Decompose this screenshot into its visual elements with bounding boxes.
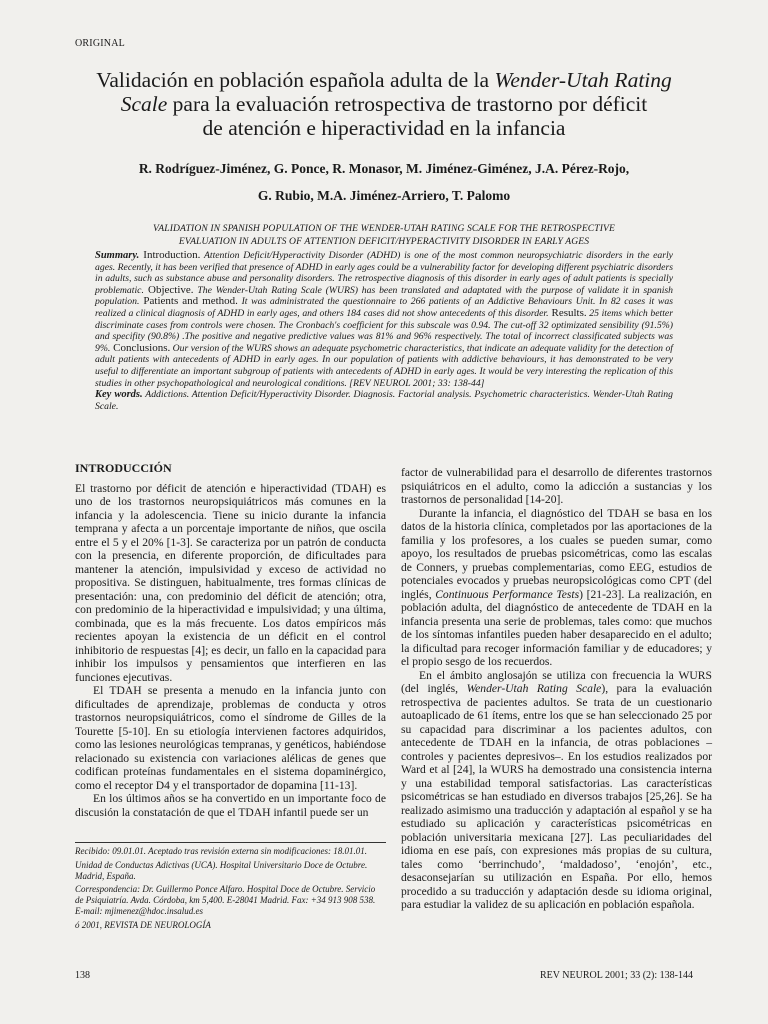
paragraph: Durante la infancia, el diagnóstico del TDAH se basa en los datos de la historia clínica, completados por las aportaciones de la familia y los profesores, a los cuales se pueden sumar, como apoyo, los resultados de pruebas psicométricas, como las escalas de Conners, y pruebas complementarias, como EEG, estudios de potenciales evocados y pruebas neuropsicológicas como CPT (del inglés, Continuous Performance Tests) [21-23]. La realización, en población adulta, del diagnóstico de antecedente de TDAH en la infancia presenta una serie de problemas, tales como: que muchos de los síntomas infantiles pueden haber desaparecido en el adulto; la dificultad para recoger información familiar y de educadores; y el propio sesgo de los recuerdos. [401, 506, 712, 668]
author-list: R. Rodríguez-Jiménez, G. Ponce, R. Monasor, M. Jiménez-Giménez, J.A. Pérez-Rojo, G. Rubio, M.A. Jiménez-Arriero, T. Palomo [138, 161, 630, 203]
copyright: ó 2001, REVISTA DE NEUROLOGÍA [75, 919, 211, 930]
page-number: 138 [75, 970, 90, 981]
paragraph: En los últimos años se ha convertido en un importante foco de discusión la constatación de que el TDAH infantil puede ser un [75, 792, 386, 819]
paragraph: En el ámbito anglosajón se utiliza con frecuencia la WURS (del inglés, Wender-Utah Rating Scale), para la evaluación retrospectiva de pacientes adultos. Se trata de un cuestionario autoaplicado de 61 ítems, entre los que se han seleccionado 25 por su capacidad para discriminar a los pacientes adultos, con antecedente de TDAH en la infancia, de otras poblaciones –controles y pacientes depresivos–. En los estudios realizados por Ward et al [24], la WURS ha demostrado una consistencia interna y una estabilidad temporal satisfactorias. Las características psicométricas se han estudiado en diversos trabajos [25,26]. Se ha realizado asimismo una traducción y adaptación al español y se ha estudiado su aplicación y características psicométricas en población universitaria mexicana [27]. Las peculiaridades del idioma en ese país, con expresiones más propias de su cultura, tales como ‘berrinchudo’, ‘maldadoso’, ‘enojón’, etc., desaconsejarían su utilización en España. Por ello, hemos procedido a su traducción y adaptación desde su idioma original, para estudiar la validez de su aplicación en población española. [401, 668, 713, 911]
paragraph: factor de vulnerabilidad para el desarrollo de diferentes trastornos psiquiátricos en el adulto, como la adicción a sustancias y los trastornos de personalidad [14-20]. [401, 466, 712, 506]
summary-label: Summary. [95, 250, 140, 261]
right-column [401, 466, 712, 912]
keywords-label: Key words. [95, 389, 143, 401]
section-heading-introduccion: INTRODUCCIÓN [75, 461, 172, 475]
section-label: ORIGINAL [75, 38, 125, 49]
keywords-text: Addictions. Attention Deficit/Hyperactivity Disorder. Diagnosis. Factorial analysis. Psychometric characteristics. Wender-Utah Rating Scale. [95, 389, 673, 412]
received-dates: Recibido: 09.01.01. Aceptado tras revisión externa sin modificaciones: 18.01.01. [75, 846, 367, 856]
journal-reference: REV NEUROL 2001; 33 (2): 138-144 [539, 970, 693, 981]
correspondence: Correspondencia: Dr. Guillermo Ponce Alfaro. Hospital Doce de Octubre. Servicio de Psiquiatría. Avda. Córdoba, km 5,400. E-28041 Madrid. Fax: +34 913 908 538. E-mail: mjimenez@hdoc.insalud.es [75, 884, 376, 916]
footnote-divider [75, 842, 386, 843]
article-title: Validación en población española adulta de la Wender-Utah Rating Scale para la evaluación retrospectiva de trastorno por déficit de atención e hiperactividad en la infancia [96, 68, 672, 140]
paragraph: El trastorno por déficit de atención e hiperactividad (TDAH) es uno de los trastornos neuropsiquiátricos más comunes en la infancia y la adolescencia. Tiene su inicio durante la infancia temprana y afecta a un porcentaje importante de niños, que oscila entre el 5 y el 20% [1-3]. Se caracteriza por un patrón de conducta con la presencia, en diferente proporción, de dificultades para mantener la atención, impulsividad y exceso de actividad no propositiva. Se distinguen, habitualmente, tres formas clínicas de presentación: una, con predominio del déficit de atención; otra, con predominio de la hiperactividad e impulsividad; y una última, combinada, que es la más frecuente. Los datos empíricos más recientes apoyan la existencia de un déficit en el control inhibitorio de respuestas [4]; es decir, un fallo en la capacidad para inhibir los impulsos y pensamientos que interfieren en las funciones ejecutivas. [75, 481, 386, 684]
paragraph: El TDAH se presenta a menudo en la infancia junto con dificultades de aprendizaje, problemas de conducta y otros trastornos neuropsiquiátricos, como el síndrome de Gilles de la Tourette [5-10]. En su etiología intervienen factores adquiridos, como las lesiones neurológicas tempranas, y genéticos, habiéndose relacionado su existencia con variaciones alélicas de genes que codifican proteínas fundamentales en el sistema dopaminérgico, como el receptor D4 y el transportador de dopamina [11-13]. [75, 684, 386, 792]
footnotes [75, 846, 386, 934]
abstract: Summary. Introduction. Attention Deficit/Hyperactivity Disorder (ADHD) is one of the most common neuropsychiatric disorders in the early ages. Recently, it has been verified that presence of ADHD in early ages could be a vulnerability factor for developing different psychiatric disorders in adults, such as substance abuse and personality disorders. The retrospective diagnosis of this disorder in early ages of adult patients is specially problematic. Objective. The Wender-Utah Rating Scale (WURS) has been translated and adaptated with the purpose of validate it in spanish population. Patients and method. It was administrated the questionnaire to 266 patients of an Addictive Behaviours Unit. In 82 cases it was realized a clinical diagnosis of ADHD in early ages, and others 184 cases did not show antecedents of this disorder. Results. 25 items which better discriminate cases from controls were chosen. The Cronbach's coefficient for this subscale was 0.94. The cut-off 32 optimizated sensibility (91.5%) and specifity (90.8%) .The positive and negative predictive values was 81% and 96% respectively. The total of incorrect classificated subjects was 9%. Conclusions. Our version of the WURS shows an adequate psychometric characteristics, that indicate an adequate validity for the detection of adult patients with antecedents of ADHD in early ages. In our population of patients with addictive behaviours, it has demonstrated to be very useful to differentiate an important subgroup of patients with antecedents of ADHD in early ages. It would be very interesting the replication of this studies in other psychopathological and neurological conditions. [REV NEUROL 2001; 33: 138-44] Key words. Addictions. Attention Deficit/Hyperactivity Disorder. Diagnosis. Factorial analysis. Psychometric characteristics. Wender-Utah Rating Scale. [95, 249, 674, 412]
english-title: VALIDATION IN SPANISH POPULATION OF THE WENDER-UTAH RATING SCALE FOR THE RETROSPECTIVE EVALUATION IN ADULTS OF ATTENTION DEFICIT/HYPERACTIVITY DISORDER IN EARLY AGES [153, 223, 615, 247]
affiliation: Unidad de Conductas Adictivas (UCA). Hospital Universitario Doce de Octubre. Madrid, España. [75, 859, 368, 881]
left-column [75, 462, 386, 819]
